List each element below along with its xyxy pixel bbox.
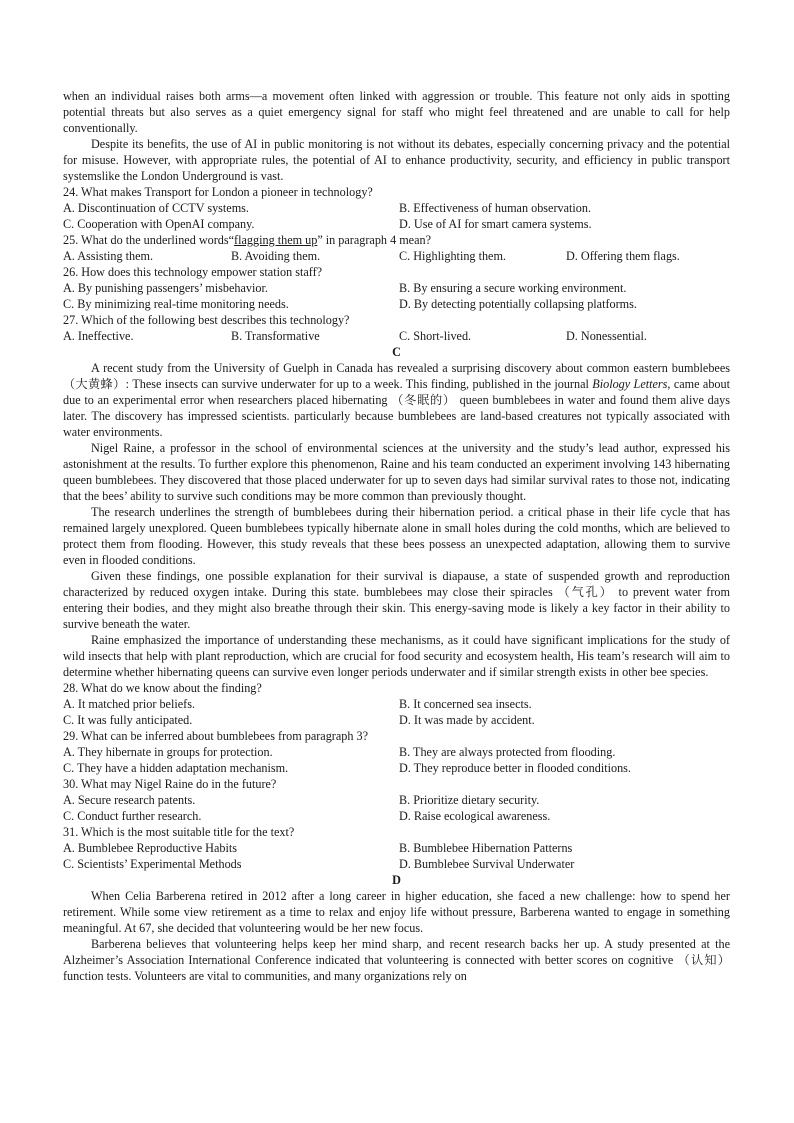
option: B. It concerned sea insects. [399,697,532,711]
option-row [63,808,730,824]
option: A. Discontinuation of CCTV systems. [63,201,249,215]
option-row [63,200,730,216]
question-stem [63,232,730,248]
option: C. Short-lived. [399,329,472,343]
question-stem: 31. Which is the most suitable title for the text? [63,825,295,839]
option-row [63,760,730,776]
option: D. Use of AI for smart camera systems. [399,217,592,231]
passage-b-paragraph: Despite its benefits, the use of AI in public monitoring is not without its debates, especially concerning privacy and the potential for misuse. However, with appropriate rules, the potential of AI to enhance productivity, security, and efficiency in public transport systemslike the London Underground is vast. [63,137,730,183]
option: B. Effectiveness of human observation. [399,201,592,215]
option: D. They reproduce better in flooded conditions. [399,761,631,775]
option-row [63,744,730,760]
option: C. They have a hidden adaptation mechanism. [63,761,289,775]
option-row [63,840,730,856]
exam-page [63,88,730,984]
option: B. Avoiding them. [231,249,321,263]
option: B. Transformative [231,329,320,343]
paragraph-text: , came about due to an experimental error when researchers placed hibernating （冬眠的） queen bumblebees in water and found them alive days later. The discovery has impressed scientists. particularly because bumblebees are land-based creatures not typically associated with water environments. [63,377,730,439]
option-row [63,328,730,344]
passage-c-paragraph: Nigel Raine, a professor in the school of environmental sciences at the university and the study’s lead author, expressed his astonishment at the results. To further explore this phenomenon, Raine and his team conducted an experiment involving 143 hibernating queen bumblebees. They discovered that those placed underwater for up to seven days had similar survival rates to those not, indicating that the bees’ ability to survive such conditions may be more common than previously thought. [63,441,730,503]
option: A. Secure research patents. [63,793,196,807]
option: C. By minimizing real-time monitoring needs. [63,297,289,311]
question-stem: 24. What makes Transport for London a pioneer in technology? [63,185,373,199]
paragraph-text: A recent study from the University of Guelph in Canada has revealed a surprising discovery about common eastern bumblebees （大黄蜂）: These insects can survive underwater for up to a week. This finding, published in the journal [63,361,730,391]
question-stem: 26. How does this technology empower station staff? [63,265,323,279]
option: D. By detecting potentially collapsing platforms. [399,297,637,311]
option: A. Assisting them. [63,249,154,263]
journal-title: Biology Letters [592,377,668,391]
question-stem: 27. Which of the following best describes this technology? [63,313,350,327]
option: C. It was fully anticipated. [63,713,193,727]
option: A. By punishing passengers’ misbehavior. [63,281,268,295]
section-heading: D [392,873,401,887]
passage-c-paragraph: The research underlines the strength of bumblebees during their hibernation period. a critical phase in their life cycle that has remained largely unexplored. Queen bumblebees typically hibernate alone in small holes during the cold months, which are believed to protect them from flooding. However, this study reveals that these bees possess an unexpected adaptation, allowing them to survive even in flooded conditions. [63,505,730,567]
section-heading: C [392,345,401,359]
option-row [63,696,730,712]
option: D. Nonessential. [566,329,647,343]
option-row [63,216,730,232]
option-row [63,248,730,264]
option: D. Bumblebee Survival Underwater [399,857,575,871]
option-row [63,280,730,296]
option: C. Scientists’ Experimental Methods [63,857,242,871]
underlined-words: flagging them up [234,233,318,247]
passage-b-paragraph: when an individual raises both arms—a movement often linked with aggression or trouble. This feature not only aids in spotting potential threats but also serves as a quiet emergency signal for staff who might feel threatened and are unable to call for help conventionally. [63,89,730,135]
option: A. They hibernate in groups for protection. [63,745,273,759]
option: C. Conduct further research. [63,809,202,823]
option: C. Highlighting them. [399,249,506,263]
passage-c-paragraph: Given these findings, one possible explanation for their survival is diapause, a state of suspended growth and reproduction characterized by reduced oxygen intake. During this state. bumblebees may close their spiracles （气孔） to prevent water from entering their bodies, and they might also breathe through their skin. This energy-saving mode is likely a key factor in their ability to survive beneath the water. [63,569,730,631]
option: D. It was made by accident. [399,713,535,727]
option-row [63,856,730,872]
option: D. Raise ecological awareness. [399,809,551,823]
option: C. Cooperation with OpenAI company. [63,217,255,231]
option-row [63,712,730,728]
stem-text: 25. What do the underlined words“ [63,233,235,247]
passage-c-paragraph: Raine emphasized the importance of understanding these mechanisms, as it could have significant implications for the study of wild insects that help with plant reproduction, which are crucial for food security and ecosystem health, His team’s research will aim to determine whether hibernating queens can survive even longer periods underwater and if similar strength exists in other bee species. [63,633,730,679]
passage-d-paragraph: Barberena believes that volunteering helps keep her mind sharp, and recent research backs her up. A study presented at the Alzheimer’s Association International Conference indicated that volunteering is connected with better scores on cognitive （认知） function tests. Volunteers are vital to communities, and many organizations rely on [63,937,730,983]
option: A. Bumblebee Reproductive Habits [63,841,237,855]
option-row [63,296,730,312]
option: B. By ensuring a secure working environment. [399,281,627,295]
option: A. Ineffective. [63,329,134,343]
passage-d-paragraph: When Celia Barberena retired in 2012 after a long career in higher education, she faced a new challenge: how to spend her retirement. While some view retirement as a time to relax and enjoy life without pressure, Barberena wanted to engage in something meaningful. At 67, she decided that volunteering would be her new focus. [63,889,730,935]
option: A. It matched prior beliefs. [63,697,195,711]
option: D. Offering them flags. [566,249,680,263]
question-stem: 30. What may Nigel Raine do in the future? [63,777,277,791]
passage-c-paragraph [63,360,730,440]
option: B. Prioritize dietary security. [399,793,540,807]
option-row [63,792,730,808]
stem-text: ” in paragraph 4 mean? [317,233,432,247]
option: B. They are always protected from flooding. [399,745,616,759]
question-stem: 29. What can be inferred about bumblebees from paragraph 3? [63,729,369,743]
option: B. Bumblebee Hibernation Patterns [399,841,573,855]
question-stem: 28. What do we know about the finding? [63,681,262,695]
